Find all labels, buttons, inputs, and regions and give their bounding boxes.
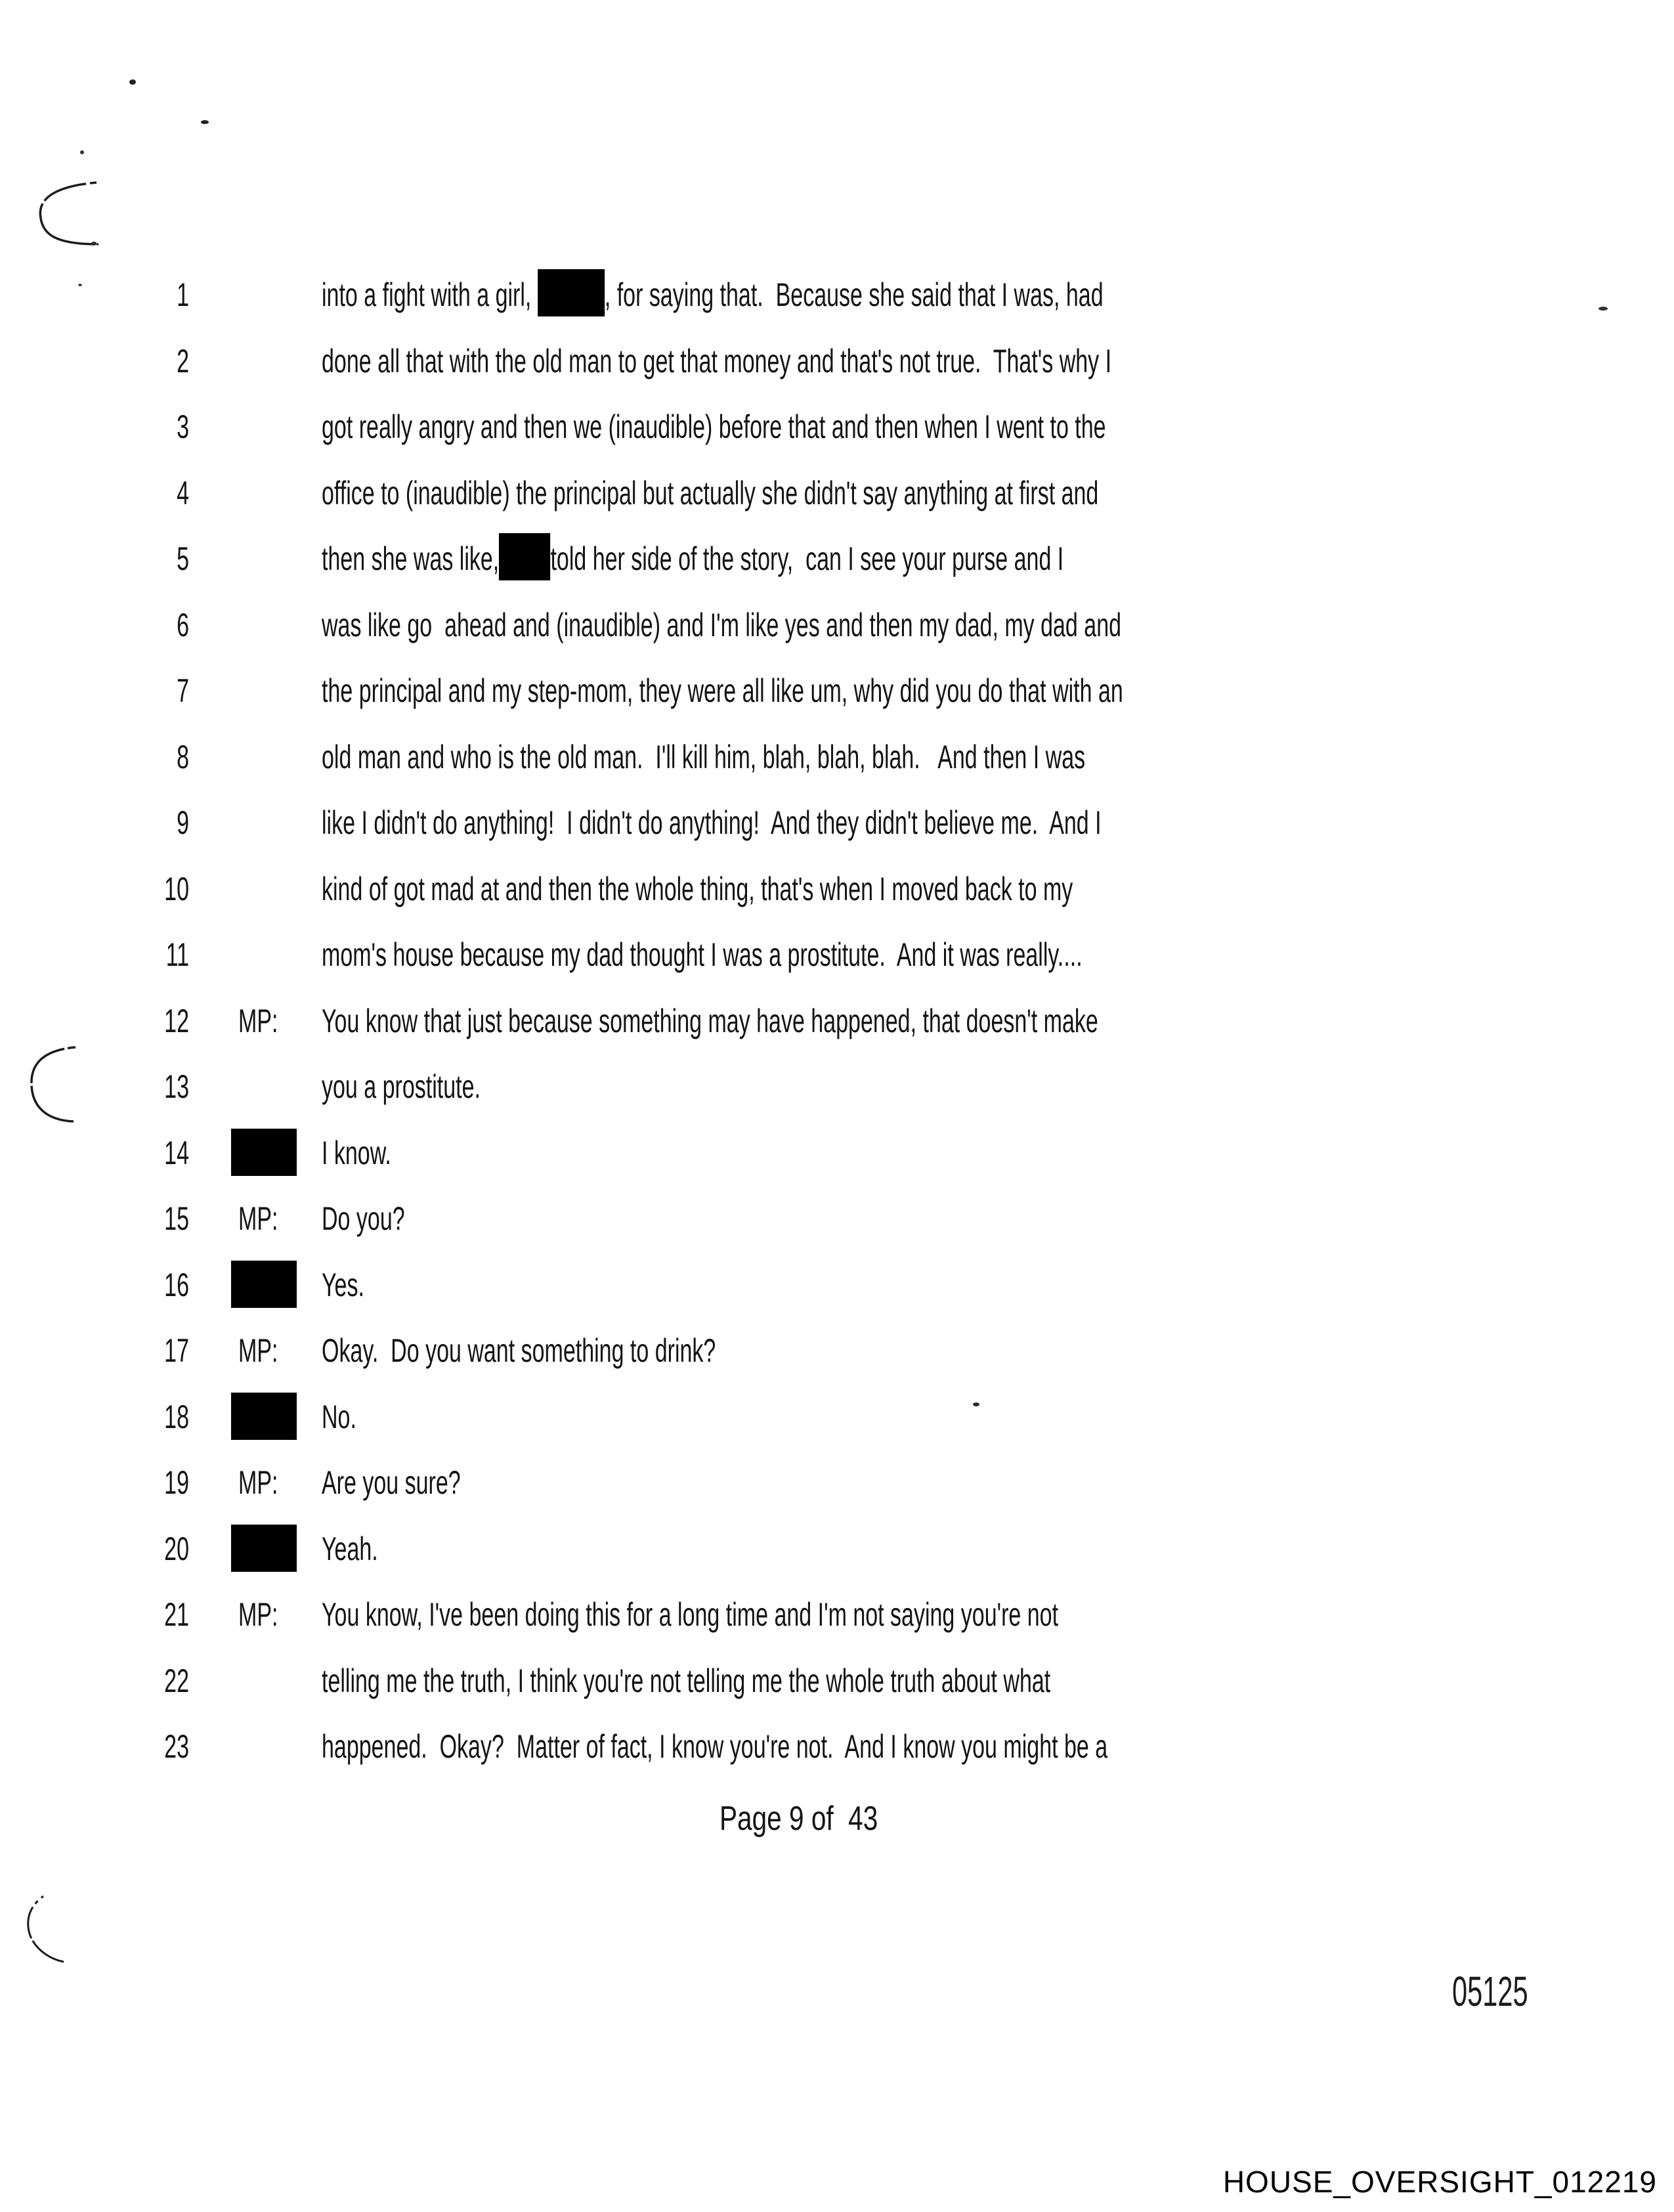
hole-punch-arc-bottom <box>28 1896 64 1962</box>
line-number: 8 <box>177 738 189 775</box>
transcript-line <box>0 1450 1674 1515</box>
line-number: 9 <box>177 804 189 841</box>
line-text: like I didn't do anything! I didn't do anything! And they didn't believe me. And I <box>322 804 1102 841</box>
speck <box>80 150 84 154</box>
line-number: 14 <box>164 1134 189 1171</box>
transcript-line <box>0 328 1674 394</box>
line-text: you a prostitute. <box>322 1068 481 1105</box>
line-text: into a fight with a girl, , for saying that. Because she said that I was, had <box>322 262 1104 328</box>
line-text: done all that with the old man to get that money and that's not true. That's why I <box>322 342 1112 380</box>
redaction-box <box>499 533 550 580</box>
line-text: old man and who is the old man. I'll kill him, blah, blah, blah. And then I was <box>322 738 1086 775</box>
line-text: Do you? <box>322 1200 405 1237</box>
line-text: got really angry and then we (inaudible) before that and then when I went to the <box>322 408 1106 445</box>
line-number: 5 <box>177 540 189 577</box>
speck <box>201 120 209 124</box>
line-number: 23 <box>164 1728 189 1765</box>
line-number: 1 <box>177 276 189 313</box>
line-text: Okay. Do you want something to drink? <box>322 1332 716 1369</box>
page-indicator: Page 9 of 43 <box>719 1800 878 1838</box>
transcript-line <box>0 790 1674 856</box>
line-number: 3 <box>177 408 189 445</box>
speaker-label: MP: <box>238 1002 278 1039</box>
transcript-line <box>0 1384 1674 1450</box>
speaker-label: MP: <box>238 1332 278 1369</box>
transcript-line <box>0 1648 1674 1714</box>
line-number: 20 <box>164 1530 189 1567</box>
transcript-line <box>0 1516 1674 1582</box>
speaker-label: MP: <box>238 1596 278 1633</box>
line-number: 12 <box>164 1002 189 1039</box>
line-text: kind of got mad at and then the whole thing, that's when I moved back to my <box>322 870 1073 907</box>
line-number: 6 <box>177 606 189 643</box>
transcript-line <box>0 1186 1674 1251</box>
line-number: 21 <box>164 1596 189 1633</box>
line-number: 2 <box>177 342 189 380</box>
transcript-line <box>0 1714 1674 1779</box>
speaker-redaction-box <box>231 1525 297 1572</box>
transcript-line <box>0 658 1674 724</box>
speck <box>129 79 136 85</box>
speaker-redaction-box <box>231 1261 297 1308</box>
speaker-label: MP: <box>238 1464 278 1501</box>
speaker-redaction-box <box>231 1129 297 1176</box>
bates-number: HOUSE_OVERSIGHT_012219 <box>1222 2165 1657 2199</box>
line-text: then she was like, told her side of the story, can I see your purse and I <box>322 526 1063 592</box>
speaker-label: MP: <box>238 1200 278 1237</box>
line-text: office to (inaudible) the principal but actually she didn't say anything at first and <box>322 474 1099 511</box>
line-number: 15 <box>164 1200 189 1237</box>
line-number: 11 <box>165 936 189 973</box>
transcript-line <box>0 1582 1674 1647</box>
line-text: No. <box>322 1398 356 1435</box>
hole-punch-arc-top <box>40 183 98 244</box>
line-text: I know. <box>322 1134 391 1171</box>
line-text: Yeah. <box>322 1530 378 1567</box>
transcript-line <box>0 1054 1674 1119</box>
transcript-line <box>0 988 1674 1054</box>
line-text: was like go ahead and (inaudible) and I'm like yes and then my dad, my dad and <box>322 606 1122 643</box>
line-number: 17 <box>164 1332 189 1369</box>
line-text: You know, I've been doing this for a long time and I'm not saying you're not <box>322 1596 1059 1633</box>
line-number: 10 <box>164 870 189 907</box>
transcript-line <box>0 592 1674 658</box>
transcript-line <box>0 724 1674 790</box>
transcript-line <box>0 856 1674 922</box>
stamp-number: 05125 <box>1452 1968 1528 2015</box>
line-number: 13 <box>164 1068 189 1105</box>
line-text: happened. Okay? Matter of fact, I know you're not. And I know you might be a <box>322 1728 1108 1765</box>
transcript-line <box>0 922 1674 987</box>
line-number: 22 <box>164 1662 189 1699</box>
transcript-line <box>0 460 1674 526</box>
transcript-line <box>0 394 1674 460</box>
line-number: 19 <box>164 1464 189 1501</box>
line-text: telling me the truth, I think you're not telling me the whole truth about what <box>322 1662 1051 1699</box>
line-number: 16 <box>164 1266 189 1303</box>
line-text: Are you sure? <box>322 1464 461 1501</box>
speaker-redaction-box <box>231 1393 297 1440</box>
line-text: the principal and my step-mom, they were all like um, why did you do that with an <box>322 672 1123 709</box>
speck <box>91 242 97 246</box>
line-text: mom's house because my dad thought I was a prostitute. And it was really.... <box>322 936 1083 973</box>
line-text: You know that just because something may have happened, that doesn't make <box>322 1002 1098 1039</box>
line-text: Yes. <box>322 1266 364 1303</box>
transcript-line <box>0 1318 1674 1383</box>
transcript-line <box>0 526 1674 592</box>
line-number: 18 <box>164 1398 189 1435</box>
transcript-line <box>0 1120 1674 1186</box>
line-number: 7 <box>177 672 189 709</box>
line-number: 4 <box>177 474 189 511</box>
transcript-line <box>0 262 1674 328</box>
redaction-box <box>538 269 605 316</box>
transcript-line <box>0 1252 1674 1318</box>
